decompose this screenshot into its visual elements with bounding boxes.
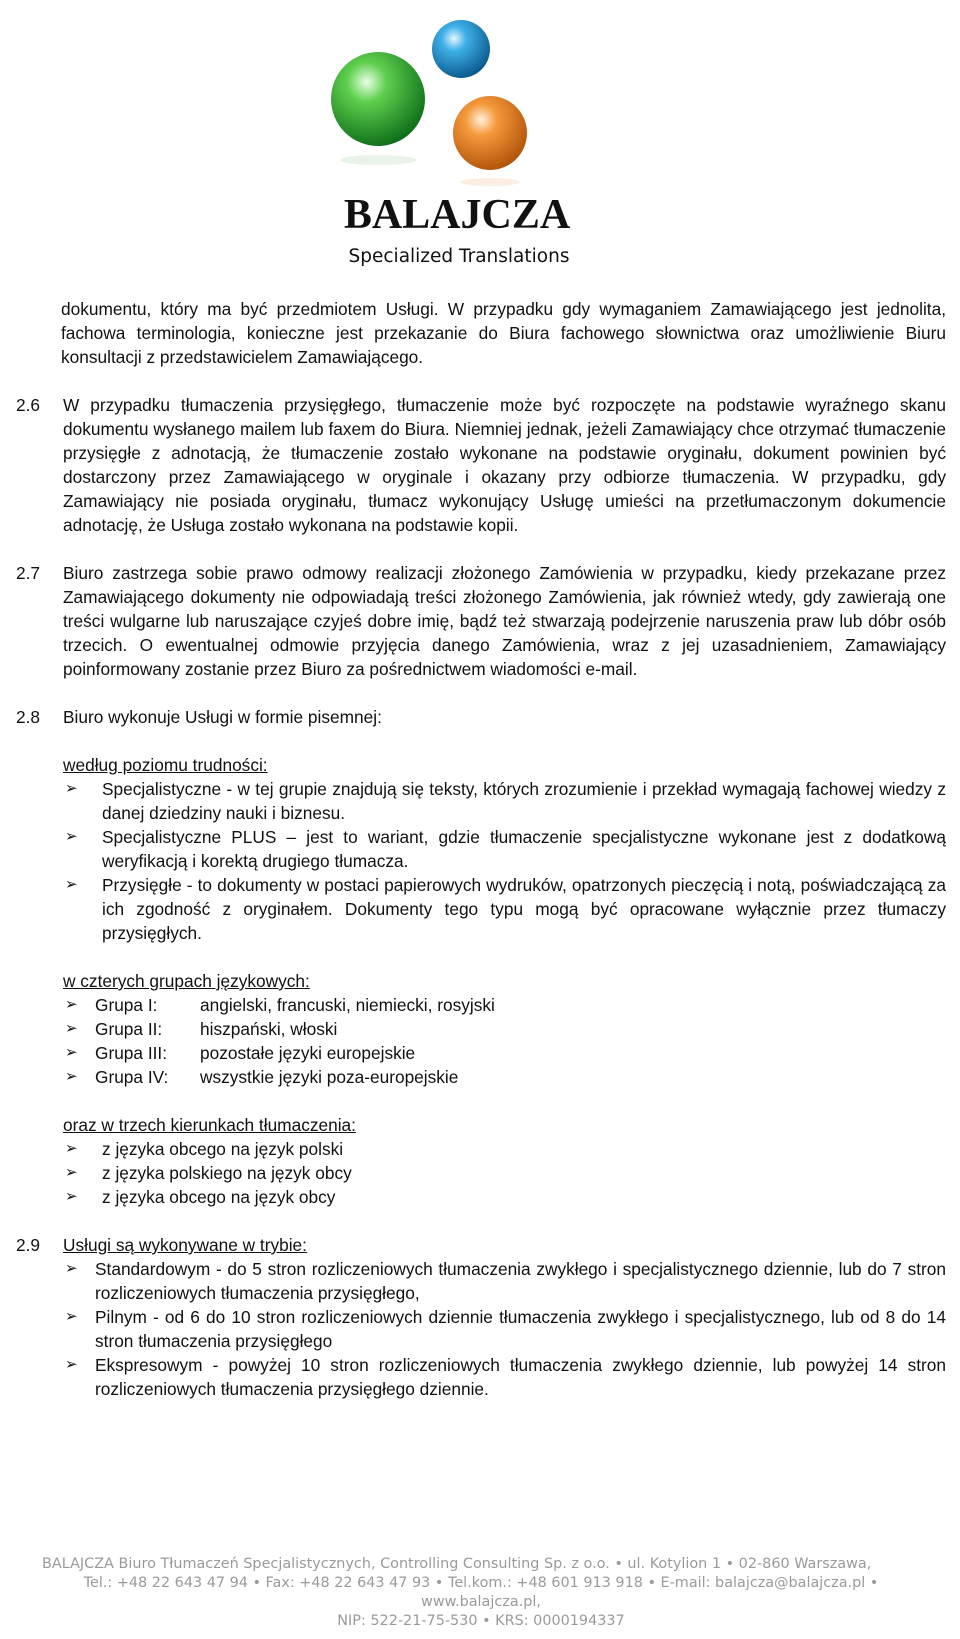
directions-heading: oraz w trzech kierunkach tłumaczenia: — [63, 1115, 356, 1135]
logo-graphic — [327, 0, 602, 275]
list-item: ➢ Przysięgłe - to dokumenty w postaci papierowych wydruków, opatrzonych pieczęcią i notą, poświadczającą za ich zgodność z oryginałem. Dokumenty tego typu mogą być opracowane wyłącznie przez tłumaczy przysięgłych. — [65, 875, 946, 943]
section-number: 2.7 — [16, 563, 41, 583]
section-2-8 — [16, 705, 946, 1209]
list-item: ➢ Pilnym - od 6 do 10 stron rozliczeniowych dziennie tłumaczenia zwykłego i specjalistycznego, lub od 8 do 14 stron tłumaczenia przysięgłego — [65, 1307, 946, 1351]
arrow-bullet-icon: ➢ — [65, 1020, 78, 1037]
company-logo — [327, 0, 602, 275]
page-footer — [36, 1555, 926, 1631]
logo-tagline: Specialized Translations — [348, 246, 570, 267]
arrow-bullet-icon: ➢ — [65, 1308, 78, 1325]
intro-paragraph: dokumentu, który ma być przedmiotem Usługi. W przypadku gdy wymaganiem Zamawiającego jest jednolita, fachowa terminologia, konieczne jest przekazanie do Biura fachowego słownictwa oraz umożliwienie Biuru konsultacji z przedstawicielem Zamawiającego. — [61, 299, 946, 367]
arrow-bullet-icon: ➢ — [65, 828, 78, 845]
arrow-bullet-icon: ➢ — [65, 1044, 78, 1061]
section-number: 2.8 — [16, 707, 41, 727]
arrow-bullet-icon: ➢ — [65, 876, 78, 893]
blue-sphere — [432, 20, 490, 78]
arrow-bullet-icon: ➢ — [65, 1164, 78, 1181]
footer-registration: NIP: 522-21-75-530 • KRS: 0000194337 — [337, 1613, 625, 1629]
green-sphere — [331, 52, 425, 146]
list-item: ➢ Specjalistyczne - w tej grupie znajdują się teksty, których zrozumienie i przekład wymagają fachowej wiedzy z danej dziedziny nauki i biznesu. — [65, 779, 946, 823]
arrow-bullet-icon: ➢ — [65, 1260, 78, 1277]
footer-address: BALAJCZA Biuro Tłumaczeń Specjalistycznych, Controlling Consulting Sp. z o.o. • ul. Kotylion 1 • 02-860 Warszawa, — [42, 1556, 872, 1572]
section-text: Biuro zastrzega sobie prawo odmowy realizacji złożonego Zamówienia w przypadku, kiedy przekazane przez Zamawiającego dokumenty nie odpowiadają treści złożonego Zamówienia, jak również wtedy, gdy zawierają one treści wulgarne lub naruszające czyjeś dobre imię, bądź też stwarzają podejrzenie naruszenia praw lub dóbr osób trzecich. O ewentualnej odmowie przyjęcia danego Zamówienia, wraz z jej uzasadnieniem, Zamawiający poinformowany zostanie przez Biuro za pośrednictwem wiadomości e-mail. — [63, 563, 946, 679]
groups-heading: w czterych grupach językowych: — [63, 971, 310, 991]
list-item: ➢ Ekspresowym - powyżej 10 stron rozliczeniowych tłumaczenia zwykłego dziennie, lub powyżej 14 stron rozliczeniowych tłumaczenia przysięgłego dziennie. — [65, 1355, 946, 1399]
section-number: 2.6 — [16, 395, 41, 415]
arrow-bullet-icon: ➢ — [65, 1356, 78, 1373]
arrow-bullet-icon: ➢ — [65, 780, 78, 797]
difficulty-list — [63, 777, 946, 945]
orange-sphere — [453, 96, 527, 170]
language-groups-list — [63, 993, 946, 1089]
list-item: ➢ z języka obcego na język polski — [65, 1139, 344, 1159]
section-text: W przypadku tłumaczenia przysięgłego, tłumaczenie może być rozpoczęte na podstawie wyraźnego skanu dokumentu wysłanego mailem lub faxem do Biura. Niemniej jednak, jeżeli Zamawiający chce otrzymać tłumaczenie przysięgłe z adnotacją, że tłumaczenie zostało wykonane na podstawie oryginału, dokument powinien być dostarczony przez Zamawiającego w oryginale i okazany przy odbiorze tłumaczenia. W przypadku, gdy Zamawiający nie posiada oryginału, tłumacz wykonujący Usługę umieści na przetłumaczonym dokumencie adnotację, że Usługa zostało wykonana na podstawie kopii. — [63, 395, 946, 535]
footer-contacts: Tel.: +48 22 643 47 94 • Fax: +48 22 643 47 93 • Tel.kom.: +48 601 913 918 • E-mail: balajcza@balajcza.pl • www.balajcza.pl, — [83, 1575, 879, 1610]
section-number: 2.9 — [16, 1235, 41, 1255]
list-item: ➢ Grupa II: hiszpański, włoski — [65, 1019, 338, 1039]
list-item: ➢ Specjalistyczne PLUS – jest to wariant, gdzie tłumaczenie specjalistyczne wykonane jest z dodatkową weryfikacją i korektą drugiego tłumacza. — [65, 827, 946, 871]
modes-heading: Usługi są wykonywane w trybie: — [63, 1235, 307, 1255]
section-2-6 — [16, 393, 946, 537]
list-item: ➢ Grupa IV: wszystkie języki poza-europejskie — [65, 1067, 459, 1087]
difficulty-heading: według poziomu trudności: — [63, 755, 268, 775]
list-item: ➢ Standardowym - do 5 stron rozliczeniowych tłumaczenia zwykłego i specjalistycznego dziennie, lub do 7 stron rozliczeniowych tłumaczenia przysięgłego, — [65, 1259, 946, 1303]
arrow-bullet-icon: ➢ — [65, 1068, 78, 1085]
arrow-bullet-icon: ➢ — [65, 1188, 78, 1205]
list-item: ➢ z języka polskiego na język obcy — [65, 1163, 352, 1183]
list-item: ➢ Grupa III: pozostałe języki europejskie — [65, 1043, 416, 1063]
directions-list — [63, 1137, 946, 1209]
document-body — [16, 297, 946, 1401]
section-text: Biuro wykonuje Usługi w formie pisemnej: — [63, 707, 382, 727]
section-2-7 — [16, 561, 946, 681]
section-2-9 — [16, 1233, 946, 1401]
list-item: ➢ z języka obcego na język obcy — [65, 1187, 336, 1207]
arrow-bullet-icon: ➢ — [65, 996, 78, 1013]
logo-brand: BALAJCZA — [343, 192, 571, 238]
modes-list — [63, 1257, 946, 1401]
arrow-bullet-icon: ➢ — [65, 1140, 78, 1157]
list-item: ➢ Grupa I: angielski, francuski, niemiecki, rosyjski — [65, 995, 495, 1015]
